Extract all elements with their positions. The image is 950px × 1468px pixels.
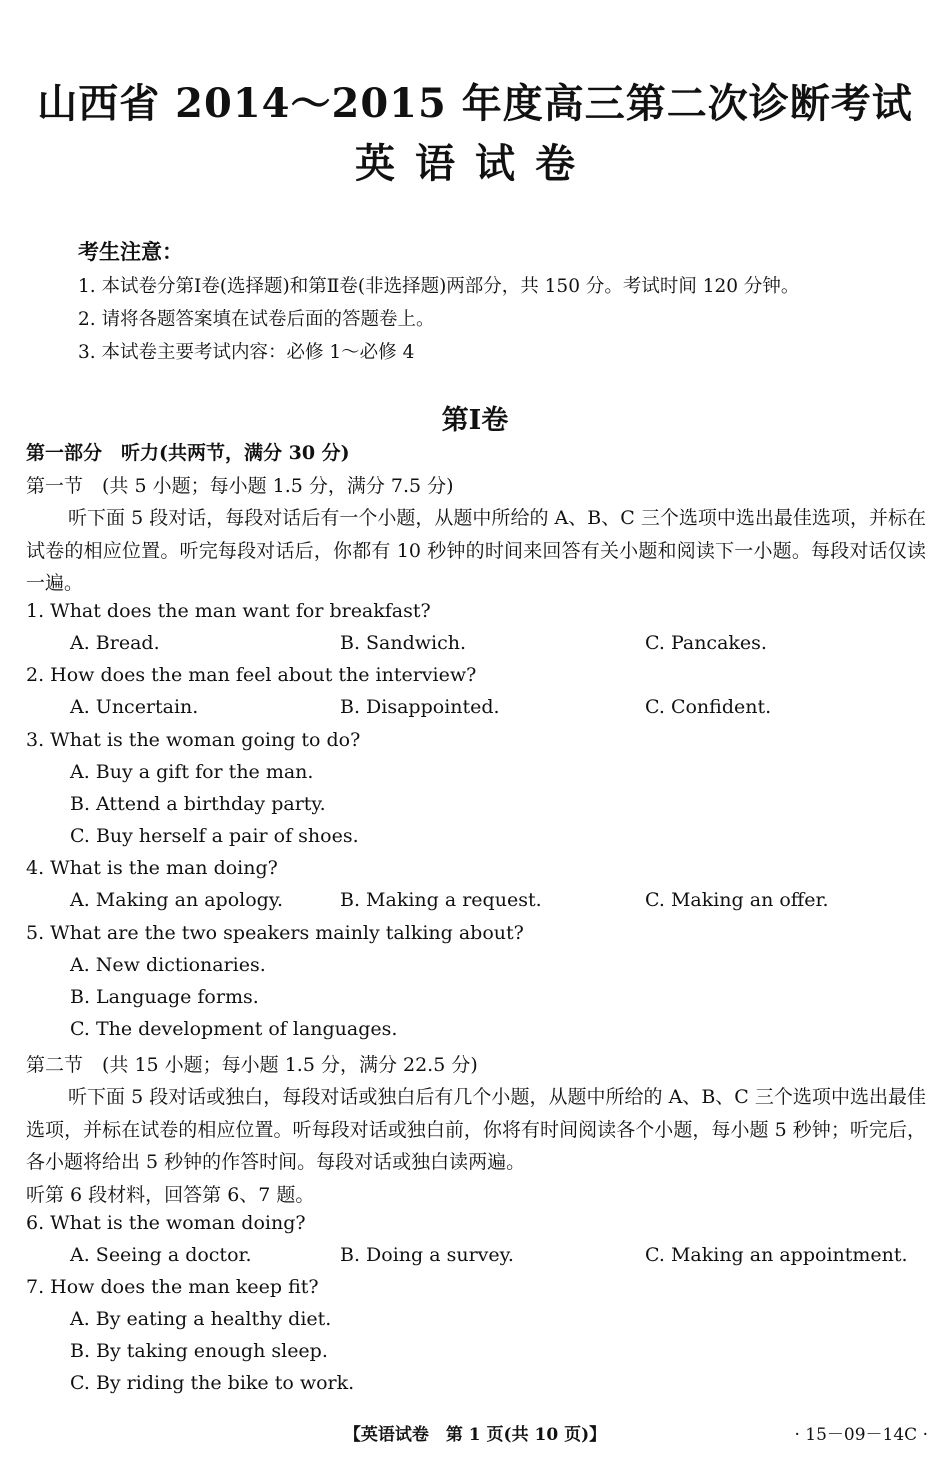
question: 7. How does the man keep fit? [26,1276,319,1298]
question: 4. What is the man doing? [26,857,278,879]
question: 6. What is the woman doing? [26,1212,306,1234]
option-a: A. By eating a healthy diet. [70,1308,332,1330]
option-b: B. Attend a birthday party. [70,793,326,815]
option-c: C. Confident. [645,696,772,718]
option-c: C. Making an appointment. [645,1244,908,1266]
option-b: B. Disappointed. [340,696,500,718]
option-a: A. Buy a gift for the man. [70,761,314,783]
option-a: A. Bread. [70,632,160,654]
question: 2. How does the man feel about the interview? [26,664,477,686]
section-heading: 第一节 (共 5 小题；每小题 1.5 分，满分 7.5 分) [26,475,454,497]
option-c: C. The development of languages. [70,1018,398,1040]
section-instructions: 听下面 5 段对话或独白，每段对话或独白后有几个小题，从题中所给的 A、B、C 三个选项中选出最佳选项，并标在试卷的相应位置。听每段对话或独白前，你将有时间阅读各个小题，每小题 5 秒钟；听完后，各小题将给出 5 秒钟的作答时间。每段对话或独白读两遍。 [26,1086,926,1173]
option-b: B. Sandwich. [340,632,467,654]
option-c: C. By riding the bike to work. [70,1372,355,1394]
option-c: C. Making an offer. [645,889,829,911]
option-b: B. Doing a survey. [340,1244,514,1266]
notice-item: 1. 本试卷分第Ⅰ卷(选择题)和第Ⅱ卷(非选择题)两部分，共 150 分。考试时间 120 分钟。 [78,276,800,297]
option-c: C. Buy herself a pair of shoes. [70,825,359,847]
exam-title: 山西省 2014～2015 年度高三第二次诊断考试 [37,80,913,127]
option-a: A. Uncertain. [70,696,199,718]
exam-code: · 15－09－14C · [794,1425,928,1445]
notice-item: 2. 请将各题答案填在试卷后面的答题卷上。 [78,309,435,330]
section-heading: 第二节 (共 15 小题；每小题 1.5 分，满分 22.5 分) [26,1054,478,1076]
option-a: A. New dictionaries. [70,954,266,976]
question: 1. What does the man want for breakfast? [26,600,431,622]
page-footer: 【英语试卷 第 1 页(共 10 页)】 [343,1425,607,1445]
notice-item: 3. 本试卷主要考试内容：必修 1～必修 4 [78,342,415,363]
section-instructions: 听下面 5 段对话，每段对话后有一个小题，从题中所给的 A、B、C 三个选项中选出最佳选项，并标在试卷的相应位置。听完每段对话后，你都有 10 秒钟的时间来回答有关小题和阅读下一小题。每段对话仅读一遍。 [26,507,926,594]
notice-heading: 考生注意： [78,239,183,264]
question: 5. What are the two speakers mainly talking about? [26,922,524,944]
volume-title: 第Ⅰ卷 [441,405,509,436]
material-note: 听第 6 段材料，回答第 6、7 题。 [26,1184,315,1206]
option-b: B. Making a request. [340,889,542,911]
question: 3. What is the woman going to do? [26,729,361,751]
option-a: A. Seeing a doctor. [70,1244,252,1266]
option-c: C. Pancakes. [645,632,767,654]
option-b: B. By taking enough sleep. [70,1340,328,1362]
option-a: A. Making an apology. [70,889,284,911]
exam-subtitle: 英语试卷 [355,140,595,187]
part-heading: 第一部分 听力(共两节，满分 30 分) [26,442,350,464]
option-b: B. Language forms. [70,986,259,1008]
